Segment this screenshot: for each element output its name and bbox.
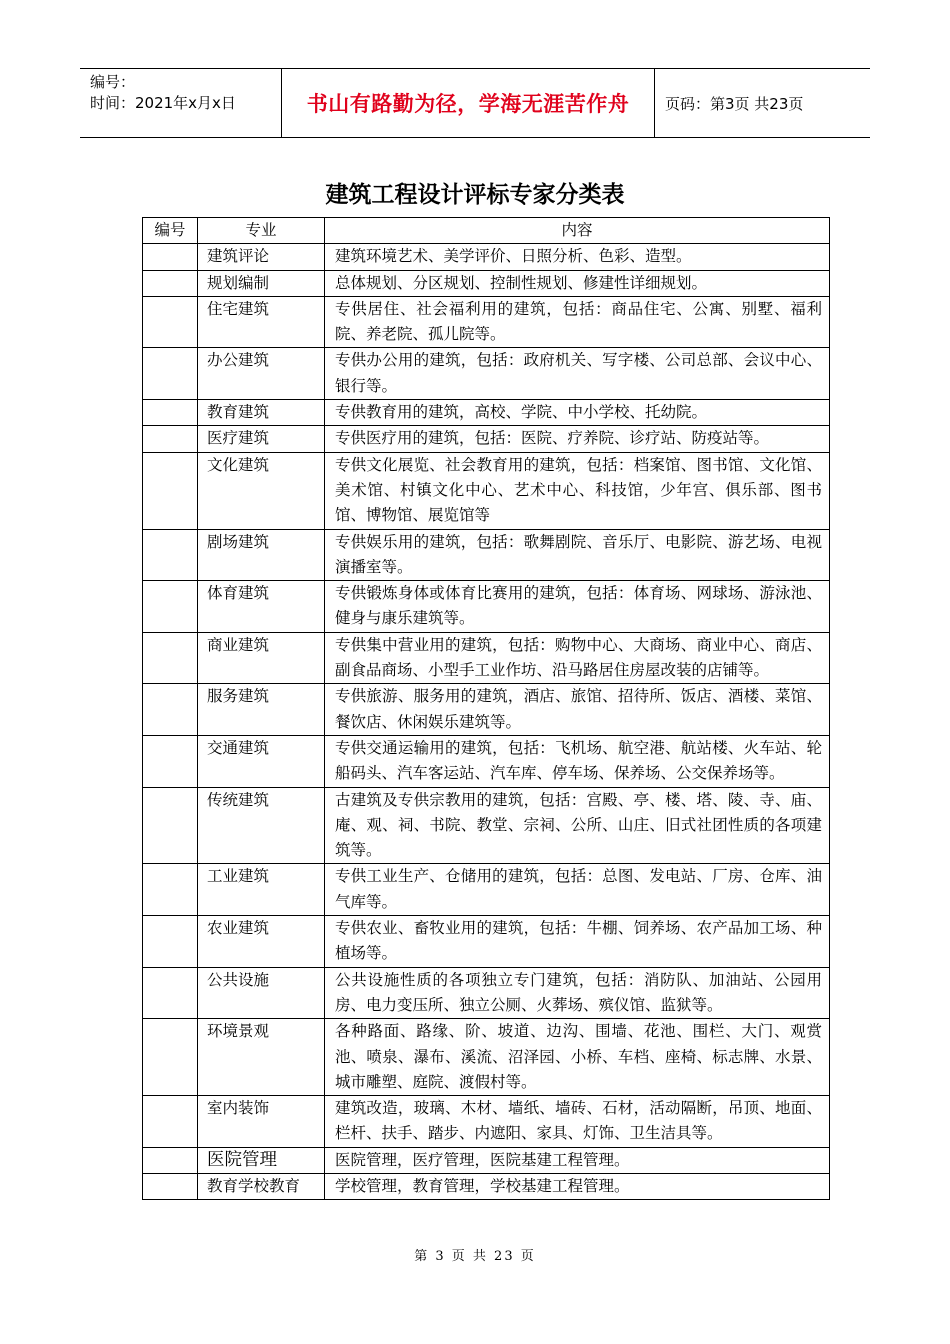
row-content-cell: 学校管理，教育管理，学校基建工程管理。 (325, 1173, 830, 1199)
table-header-row (143, 218, 830, 244)
table-row (143, 426, 830, 452)
row-field-cell: 传统建筑 (198, 787, 325, 864)
row-content-cell: 专供交通运输用的建筑，包括：飞机场、航空港、航站楼、火车站、轮船码头、汽车客运站、汽车库、停车场、保养场、公交保养场等。 (325, 735, 830, 787)
row-number-cell (143, 270, 198, 296)
row-content-cell: 专供居住、社会福利用的建筑，包括：商品住宅、公寓、别墅、福利院、养老院、孤儿院等。 (325, 296, 830, 348)
row-field-cell: 办公建筑 (198, 348, 325, 400)
row-field-cell: 剧场建筑 (198, 529, 325, 581)
table-row (143, 684, 830, 736)
row-number-cell (143, 864, 198, 916)
page-header (80, 68, 870, 138)
column-header-number: 编号 (143, 218, 198, 244)
row-content-cell: 专供办公用的建筑，包括：政府机关、写字楼、公司总部、会议中心、银行等。 (325, 348, 830, 400)
row-field-cell: 农业建筑 (198, 916, 325, 968)
row-content-cell: 专供教育用的建筑，高校、学院、中小学校、托幼院。 (325, 400, 830, 426)
row-content-cell: 专供集中营业用的建筑，包括：购物中心、大商场、商业中心、商店、副食品商场、小型手工业作坊、沿马路居住房屋改装的店铺等。 (325, 632, 830, 684)
table-row (143, 296, 830, 348)
document-title: 建筑工程设计评标专家分类表 (325, 181, 625, 208)
row-field-cell: 公共设施 (198, 967, 325, 1019)
row-number-cell (143, 400, 198, 426)
row-content-cell: 总体规划、分区规划、控制性规划、修建性详细规划。 (325, 270, 830, 296)
table-row (143, 452, 830, 529)
row-number-cell (143, 916, 198, 968)
table-row (143, 244, 830, 270)
row-number-cell (143, 581, 198, 633)
table-row (143, 1147, 830, 1173)
row-number-cell (143, 684, 198, 736)
row-number-cell (143, 787, 198, 864)
row-field-cell: 住宅建筑 (198, 296, 325, 348)
table-row (143, 400, 830, 426)
row-content-cell: 专供文化展览、社会教育用的建筑，包括：档案馆、图书馆、文化馆、美术馆、村镇文化中心、艺术中心、科技馆，少年宫、俱乐部、图书馆、博物馆、展览馆等 (325, 452, 830, 529)
table-row (143, 529, 830, 581)
row-number-cell (143, 1173, 198, 1199)
row-field-cell: 教育学校教育 (198, 1173, 325, 1199)
row-content-cell: 古建筑及专供宗教用的建筑，包括：宫殿、亭、楼、塔、陵、寺、庙、庵、观、祠、书院、教堂、宗祠、公所、山庄、旧式社团性质的各项建筑等。 (325, 787, 830, 864)
table-row (143, 864, 830, 916)
row-number-cell (143, 1096, 198, 1148)
row-number-cell (143, 1019, 198, 1096)
row-number-cell (143, 348, 198, 400)
row-content-cell: 专供旅游、服务用的建筑，酒店、旅馆、招待所、饭店、酒楼、菜馆、餐饮店、休闲娱乐建筑等。 (325, 684, 830, 736)
row-number-cell (143, 967, 198, 1019)
row-number-cell (143, 244, 198, 270)
table-row (143, 1173, 830, 1199)
row-field-cell: 体育建筑 (198, 581, 325, 633)
document-time-label: 时间：2021年x月x日 (90, 94, 236, 112)
table-row (143, 735, 830, 787)
table-row (143, 916, 830, 968)
row-content-cell: 专供锻炼身体或体育比赛用的建筑，包括：体育场、网球场、游泳池、健身与康乐建筑等。 (325, 581, 830, 633)
row-content-cell: 建筑改造，玻璃、木材、墙纸、墙砖、石材，活动隔断，吊顶、地面、栏杆、扶手、踏步、内遮阳、家具、灯饰、卫生洁具等。 (325, 1096, 830, 1148)
table-body (143, 244, 830, 1200)
row-field-cell: 室内装饰 (198, 1096, 325, 1148)
table-row (143, 1096, 830, 1148)
row-field-cell: 商业建筑 (198, 632, 325, 684)
row-content-cell: 公共设施性质的各项独立专门建筑，包括：消防队、加油站、公园用房、电力变压所、独立公厕、火葬场、殡仪馆、监狱等。 (325, 967, 830, 1019)
row-field-cell: 工业建筑 (198, 864, 325, 916)
page-footer: 第 3 页 共 23 页 (414, 1249, 536, 1264)
expert-classification-table (142, 217, 830, 1200)
document-number-label: 编号： (90, 73, 136, 91)
header-meta (80, 69, 282, 137)
row-field-cell: 建筑评论 (198, 244, 325, 270)
row-number-cell (143, 735, 198, 787)
row-content-cell: 专供医疗用的建筑，包括：医院、疗养院、诊疗站、防疫站等。 (325, 426, 830, 452)
column-header-content: 内容 (325, 218, 830, 244)
table-row (143, 967, 830, 1019)
row-content-cell: 医院管理，医疗管理，医院基建工程管理。 (325, 1147, 830, 1173)
table-row (143, 1019, 830, 1096)
header-page-number: 页码：第3页 共23页 (665, 94, 804, 113)
row-number-cell (143, 426, 198, 452)
row-number-cell (143, 452, 198, 529)
row-number-cell (143, 632, 198, 684)
row-content-cell: 各种路面、路缘、阶、坡道、边沟、围墙、花池、围栏、大门、观赏池、喷泉、瀑布、溪流、沼泽园、小桥、车档、座椅、标志牌、水景、城市雕塑、庭院、渡假村等。 (325, 1019, 830, 1096)
row-field-cell: 教育建筑 (198, 400, 325, 426)
row-content-cell: 专供工业生产、仓储用的建筑，包括：总图、发电站、厂房、仓库、油气库等。 (325, 864, 830, 916)
row-content-cell: 建筑环境艺术、美学评价、日照分析、色彩、造型。 (325, 244, 830, 270)
row-content-cell: 专供娱乐用的建筑，包括：歌舞剧院、音乐厅、电影院、游艺场、电视演播室等。 (325, 529, 830, 581)
row-number-cell (143, 529, 198, 581)
table-row (143, 581, 830, 633)
table-row (143, 348, 830, 400)
row-field-cell: 交通建筑 (198, 735, 325, 787)
table-row (143, 270, 830, 296)
row-content-cell: 专供农业、畜牧业用的建筑，包括：牛棚、饲养场、农产品加工场、种植场等。 (325, 916, 830, 968)
row-field-cell: 服务建筑 (198, 684, 325, 736)
row-number-cell (143, 296, 198, 348)
column-header-field: 专业 (198, 218, 325, 244)
row-field-cell: 医院管理 (198, 1147, 325, 1173)
row-field-cell: 规划编制 (198, 270, 325, 296)
table-row (143, 632, 830, 684)
header-motto: 书山有路勤为径，学海无涯苦作舟 (282, 69, 655, 137)
row-number-cell (143, 1147, 198, 1173)
table-row (143, 787, 830, 864)
row-field-cell: 医疗建筑 (198, 426, 325, 452)
row-field-cell: 文化建筑 (198, 452, 325, 529)
row-field-cell: 环境景观 (198, 1019, 325, 1096)
